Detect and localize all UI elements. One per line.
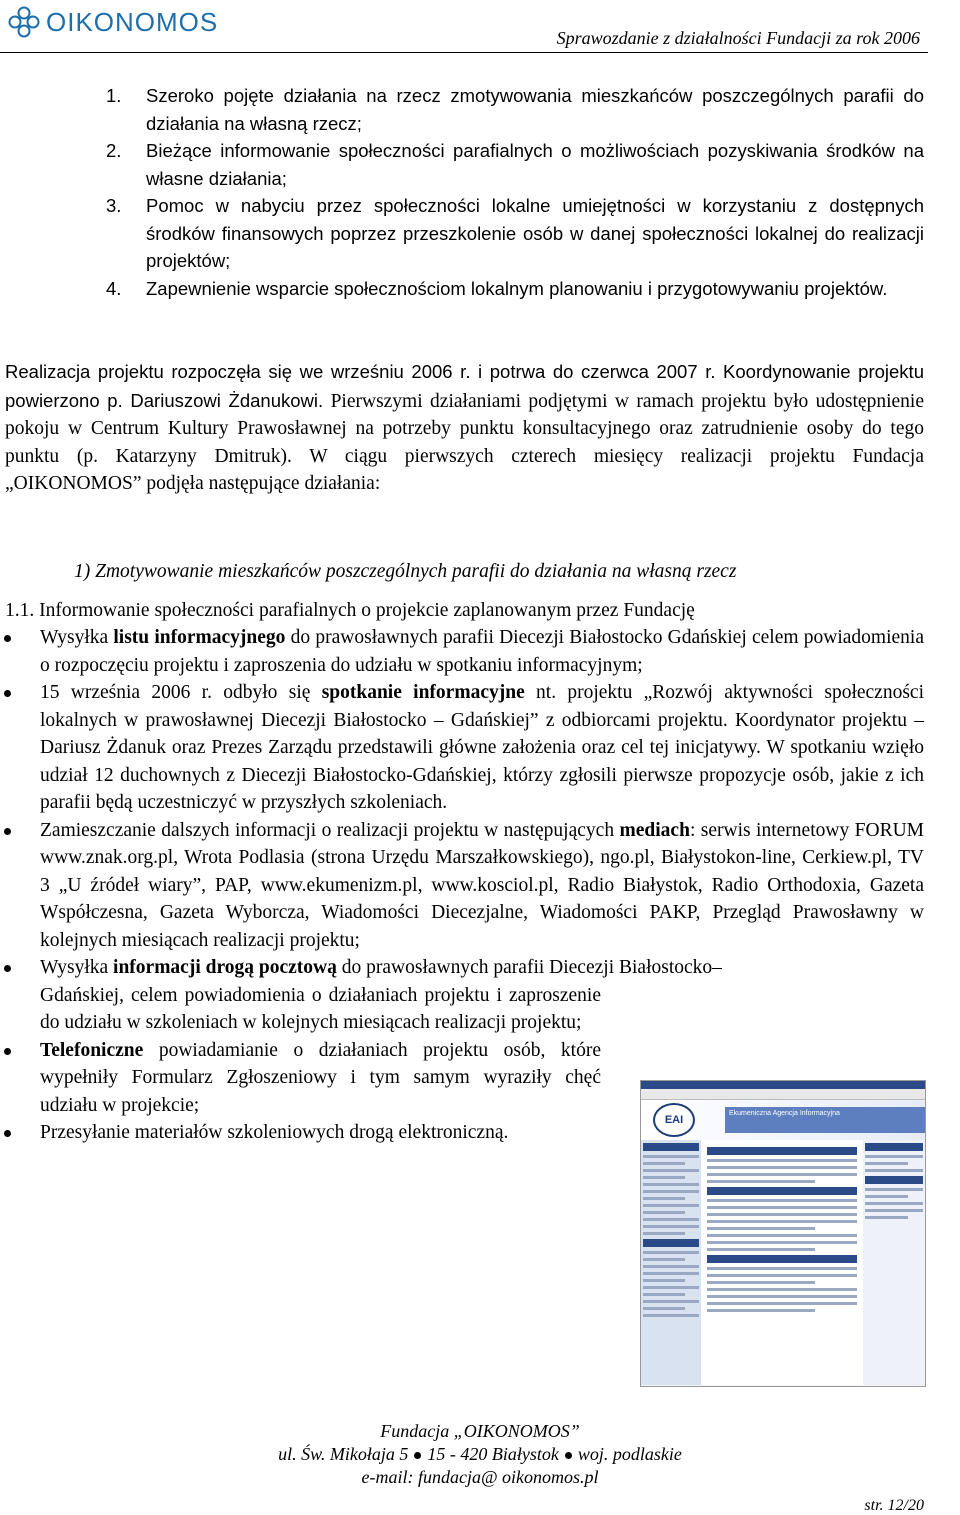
list-item — [0, 624, 924, 679]
website-screenshot-image — [640, 1080, 926, 1387]
screenshot-topbar — [641, 1081, 925, 1089]
text: do prawosławnych parafii Diecezji Białostocko– — [336, 957, 722, 978]
list-item — [0, 1037, 601, 1120]
list-number: 2. — [106, 140, 122, 161]
report-title: Sprawozdanie z działalności Fundacji za rok 2006 — [556, 28, 920, 48]
text: powiadamianie o działaniach projektu osób, które wypełniły Formularz Zgłoszeniowy i tym samym wyraziły chęć udziału w projekcie; — [40, 1039, 601, 1116]
screenshot-columns — [641, 1140, 925, 1385]
list-item — [0, 679, 924, 817]
actions-list — [0, 624, 924, 1147]
section-heading: 1) Zmotywowanie mieszkańców poszczególnych parafii do działania na własną rzecz — [74, 561, 737, 582]
separator-dot-icon — [565, 1452, 572, 1459]
list-item — [106, 82, 924, 137]
text: : serwis internetowy FORUM www.znak.org.pl, Wrota Podlasia (strona Urzędu Marszałkowskiego), ngo.pl, Białystokon-line, Cerkiew.pl, TV 3 „U źródeł wiary”, PAP, www.ekumenizm.pl, www.kosciol.pl, Radio Białystok, Radio Orthodoxia, Gazeta Współczesna, Gazeta Wyborcza, Wiadomości Diecezjalne, Wiadomości PAKP, Przegląd Prawosławny w kolejnych miesiącach realizacji projektu; — [40, 819, 924, 951]
screenshot-content — [701, 1140, 863, 1385]
list-item — [106, 192, 924, 275]
list-number: 1. — [106, 85, 122, 106]
list-item — [106, 137, 924, 192]
bold-text: Telefoniczne — [40, 1039, 144, 1061]
paragraph-serif-part: Pierwszymi działaniami podjętymi w ramach projektu było udostępnienie pokoju w Centrum Kultury Prawosławnej na potrzeby punktu konsultacyjnego oraz zatrudnienie osoby do tego punktu (p. Katarzyny Dmitruk). W ciągu pierwszych czterech miesięcy realizacji projektu Fundacja „OIKONOMOS” podjęła następujące działania: — [5, 390, 924, 494]
bullet-icon — [4, 1130, 11, 1137]
text: Gdańskiej, celem powiadomienia o działaniach projektu i zaproszenie do udziału w szkoleniach w kolejnych miesiącach realizacji projektu; — [40, 984, 601, 1033]
oikonomos-logo — [6, 6, 218, 38]
intro-paragraph — [5, 358, 924, 498]
address-region: woj. podlaskie — [577, 1444, 682, 1464]
text: nt. projektu „Rozwój aktywności społeczności lokalnych w prawosławnej Diecezji Białostocko – Gdańskiej” z odbiorcami projektu. Koordynator projektu – Dariusz Żdanuk oraz Prezes Zarządu przedstawili główne założenia oraz cel tej inicjatywy. W spotkaniu wzięło udział 12 duchownych z Diecezji Białostocko-Gdańskiej, którzy zgłosili pierwsze propozycje osób, jakie z ich parafii będą uczestniczyć w przyszłych szkoleniach. — [40, 682, 924, 813]
bullet-icon — [4, 965, 11, 972]
bullet-icon — [4, 1048, 11, 1055]
bullet-icon — [4, 828, 11, 835]
eai-logo: EAI — [653, 1103, 695, 1137]
footer — [0, 1420, 960, 1489]
footer-org: Fundacja „OIKONOMOS” — [380, 1421, 580, 1441]
text: Przesyłanie materiałów szkoleniowych drogą elektroniczną. — [40, 1122, 509, 1143]
list-number: 4. — [106, 277, 122, 299]
list-item — [106, 275, 924, 303]
address-city: 15 - 420 Białystok — [427, 1444, 559, 1464]
screenshot-right-column — [863, 1140, 925, 1385]
list-item — [0, 954, 924, 1037]
text: Wysyłka — [40, 627, 114, 648]
bold-text: spotkanie informacyjne — [321, 682, 525, 703]
paragraph-sans-part: Realizacja projektu rozpoczęła się we wrześniu 2006 r. i potrwa do czerwca 2007 r. Koordynowanie projektu powierzono p. Dariuszowi Żdanukowi. — [5, 361, 924, 411]
bold-text: informacji drogą pocztową — [113, 957, 337, 978]
separator-dot-icon — [414, 1452, 421, 1459]
list-text: Zapewnienie wsparcie społecznościom lokalnym planowaniu i przygotowywaniu projektów. — [146, 277, 888, 299]
text: 15 września 2006 r. odbyło się — [40, 682, 322, 703]
list-item — [0, 817, 924, 955]
sub-heading: 1.1. Informowanie społeczności parafialnych o projekcie zaplanowanym przez Fundację — [5, 600, 695, 621]
address-street: ul. Św. Mikołaja 5 — [278, 1444, 409, 1464]
text: Wysyłka — [40, 957, 114, 978]
screenshot-menu — [641, 1089, 925, 1100]
screenshot-header — [641, 1100, 925, 1140]
bullet-icon — [4, 690, 11, 697]
cross-logo-icon — [6, 6, 42, 38]
list-text: Pomoc w nabyciu przez społeczności lokalne umiejętności w korzystaniu z dostępnych środków finansowych poprzez przeszkolenie osób w danej społeczności lokalnej do realizacji projektów; — [146, 195, 924, 271]
list-number: 3. — [106, 195, 122, 216]
bullet-icon — [4, 635, 11, 642]
bold-text: mediach — [619, 819, 690, 841]
text: do prawosławnych parafii Diecezji Białostocko Gdańskiej celem powiadomienia o rozpoczęciu projektu i zaproszenia do udziału w spotkaniu informacyjnym; — [40, 627, 924, 676]
page-number: str. 12/20 — [864, 1497, 924, 1514]
text: Zamieszczanie dalszych informacji o realizacji projektu w następujących — [40, 819, 620, 841]
logo-text: OIKONOMOS — [46, 6, 219, 37]
bold-text: listu informacyjnego — [113, 627, 286, 648]
header-divider — [0, 52, 928, 53]
eai-banner: Ekumeniczna Agencja Informacyjna — [725, 1107, 925, 1133]
footer-email: e-mail: fundacja@ oikonomos.pl — [361, 1467, 599, 1487]
footer-address — [0, 1443, 960, 1466]
list-text: Bieżące informowanie społeczności parafialnych o możliwościach pozyskiwania środków na własne działania; — [146, 140, 924, 189]
screenshot-sidebar — [641, 1140, 701, 1385]
goals-list — [106, 82, 924, 302]
list-text: Szeroko pojęte działania na rzecz zmotywowania mieszkańców poszczególnych parafii do działania na własną rzecz; — [146, 85, 924, 134]
